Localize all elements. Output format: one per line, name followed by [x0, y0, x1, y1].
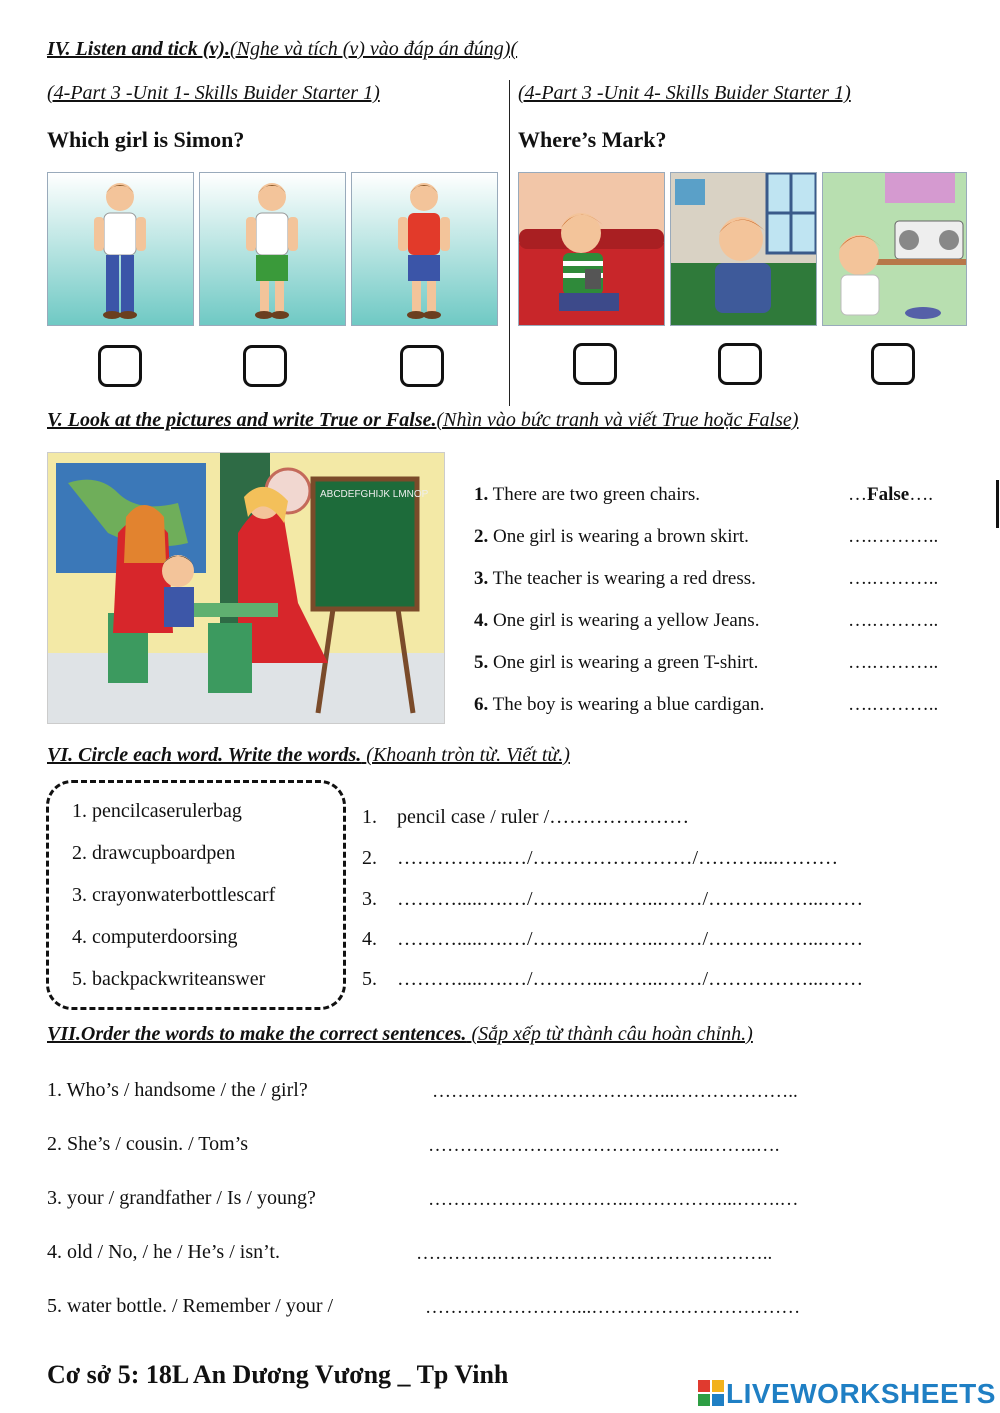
section4-left-question: Which girl is Simon?	[47, 127, 245, 152]
word-puzzle-5[interactable]: 5. backpackwriteanswer	[72, 968, 266, 990]
tf-answer-1[interactable]	[848, 484, 933, 506]
liveworksheets-logo-icon	[698, 1380, 724, 1406]
word-puzzle-4[interactable]: 4. computerdoorsing	[72, 926, 238, 948]
liveworksheets-logo-text: LIVEWORKSHEETS	[726, 1378, 996, 1409]
word-answer-4-num: 4.	[362, 928, 377, 950]
order-sentence-1: 1. Who’s / handsome / the / girl?	[47, 1079, 308, 1101]
simon-picture-2	[199, 172, 346, 326]
tick-box-simon-2[interactable]	[243, 345, 287, 387]
order-answer-5[interactable]: ……………………...……………………………	[425, 1297, 801, 1318]
order-answer-3[interactable]: …………………………..……………...…….…	[428, 1189, 799, 1210]
order-answer-4[interactable]: ………….……………………………………..	[416, 1243, 773, 1264]
order-sentence-3: 3. your / grandfather / Is / young?	[47, 1187, 316, 1209]
word-answer-1-num: 1.	[362, 806, 377, 828]
tick-box-mark-2[interactable]	[718, 343, 762, 385]
tf-answer-prefix: ….………..	[848, 568, 939, 589]
tf-answer-3[interactable]	[848, 568, 938, 590]
section4-left-unit: (4-Part 3 -Unit 1- Skills Buider Starter 1)	[47, 82, 380, 104]
order-sentence-5: 5. water bottle. / Remember / your /	[47, 1295, 334, 1317]
word-answer-3-num: 3.	[362, 888, 377, 910]
word-answer-5-num: 5.	[362, 968, 377, 990]
tf-statement-3	[474, 568, 756, 590]
tf-statement-text: There are two green chairs.	[492, 484, 700, 505]
word-answer-5[interactable]: ……….....….…/………...……...……/……………...……	[397, 968, 864, 990]
tf-statement-5	[474, 652, 758, 674]
word-puzzle-2[interactable]: 2. drawcupboardpen	[72, 842, 236, 864]
tf-statement-2	[474, 526, 749, 548]
section4-title: IV. Listen and tick (v).(Nghe và tích (v) vào đáp án đúng)(	[47, 38, 518, 60]
tf-answer-suffix: ….	[909, 484, 933, 505]
tick-box-mark-1[interactable]	[573, 343, 617, 385]
tf-statement-4	[474, 610, 759, 632]
tf-answer-prefix: …	[848, 484, 867, 505]
section6-title: VI. Circle each word. Write the words. (Khoanh tròn từ. Viết từ.)	[47, 744, 570, 766]
tf-statement-1	[474, 484, 700, 506]
tf-answer-prefix: ….………..	[848, 610, 939, 631]
word-answer-2-num: 2.	[362, 847, 377, 869]
tf-statement-number: 5.	[474, 652, 489, 673]
simon-picture-3	[351, 172, 498, 326]
tf-statement-text: One girl is wearing a green T-shirt.	[493, 652, 759, 673]
tick-box-simon-1[interactable]	[98, 345, 142, 387]
tf-statement-number: 2.	[474, 526, 489, 547]
tick-box-mark-3[interactable]	[871, 343, 915, 385]
tf-statement-text: One girl is wearing a yellow Jeans.	[493, 610, 760, 631]
tf-answer-prefix: ….………..	[848, 652, 939, 673]
mark-picture-3	[822, 172, 967, 326]
tf-answer-5[interactable]	[848, 652, 938, 674]
tf-statement-number: 3.	[474, 568, 489, 589]
classroom-picture	[47, 452, 445, 724]
mark-picture-1	[518, 172, 665, 326]
column-divider	[509, 80, 510, 406]
simon-picture-1	[47, 172, 194, 326]
mark-picture-2	[670, 172, 817, 326]
tf-statement-text: The teacher is wearing a red dress.	[492, 568, 756, 589]
order-sentence-4: 4. old / No, / he / He’s / isn’t.	[47, 1241, 280, 1263]
word-answer-3[interactable]: ……….....….…/………...……...……/……………...……	[397, 888, 864, 910]
liveworksheets-logo[interactable]	[698, 1378, 996, 1410]
page-edge-marker	[996, 480, 999, 528]
order-answer-2[interactable]: ……………………………………...……..….	[428, 1135, 780, 1156]
section4-right-unit: (4-Part 3 -Unit 4- Skills Buider Starter 1)	[518, 82, 851, 104]
word-answer-4[interactable]: ……….....….…/………...……...……/……………...……	[397, 928, 864, 950]
section5-title: V. Look at the pictures and write True or False.(Nhìn vào bức tranh và viết True hoặc False)	[47, 409, 799, 431]
tf-answer-prefix: ….………..	[848, 694, 939, 715]
tf-statement-6	[474, 694, 764, 716]
word-answer-2[interactable]: ……………..…/……………………/………....………	[397, 847, 839, 869]
word-puzzle-1[interactable]: 1. pencilcaserulerbag	[72, 800, 242, 822]
order-answer-1[interactable]: ………………………………...………………..	[432, 1081, 798, 1102]
word-answer-1[interactable]: pencil case / ruler /…………………	[397, 806, 690, 828]
tf-answer-prefix: ….………..	[848, 526, 939, 547]
tf-statement-text: The boy is wearing a blue cardigan.	[492, 694, 765, 715]
tick-box-simon-3[interactable]	[400, 345, 444, 387]
tf-statement-number: 6.	[474, 694, 489, 715]
section7-title: VII.Order the words to make the correct sentences. (Sắp xếp từ thành câu hoàn chỉnh.)	[47, 1023, 753, 1045]
section4-right-question: Where’s Mark?	[518, 127, 667, 152]
tf-answer-6[interactable]	[848, 694, 938, 716]
footer-address: Cơ sở 5: 18L An Dương Vương _ Tp Vinh	[47, 1360, 509, 1389]
board-text: ABCDEFGHIJK LMNOP	[320, 489, 429, 500]
order-sentence-2: 2. She’s / cousin. / Tom’s	[47, 1133, 249, 1155]
tf-statement-number: 4.	[474, 610, 489, 631]
tf-statement-number: 1.	[474, 484, 489, 505]
tf-answer-value: False	[867, 484, 910, 505]
word-puzzle-3[interactable]: 3. crayonwaterbottlescarf	[72, 884, 276, 906]
tf-answer-4[interactable]	[848, 610, 938, 632]
tf-answer-2[interactable]	[848, 526, 938, 548]
tf-statement-text: One girl is wearing a brown skirt.	[493, 526, 749, 547]
